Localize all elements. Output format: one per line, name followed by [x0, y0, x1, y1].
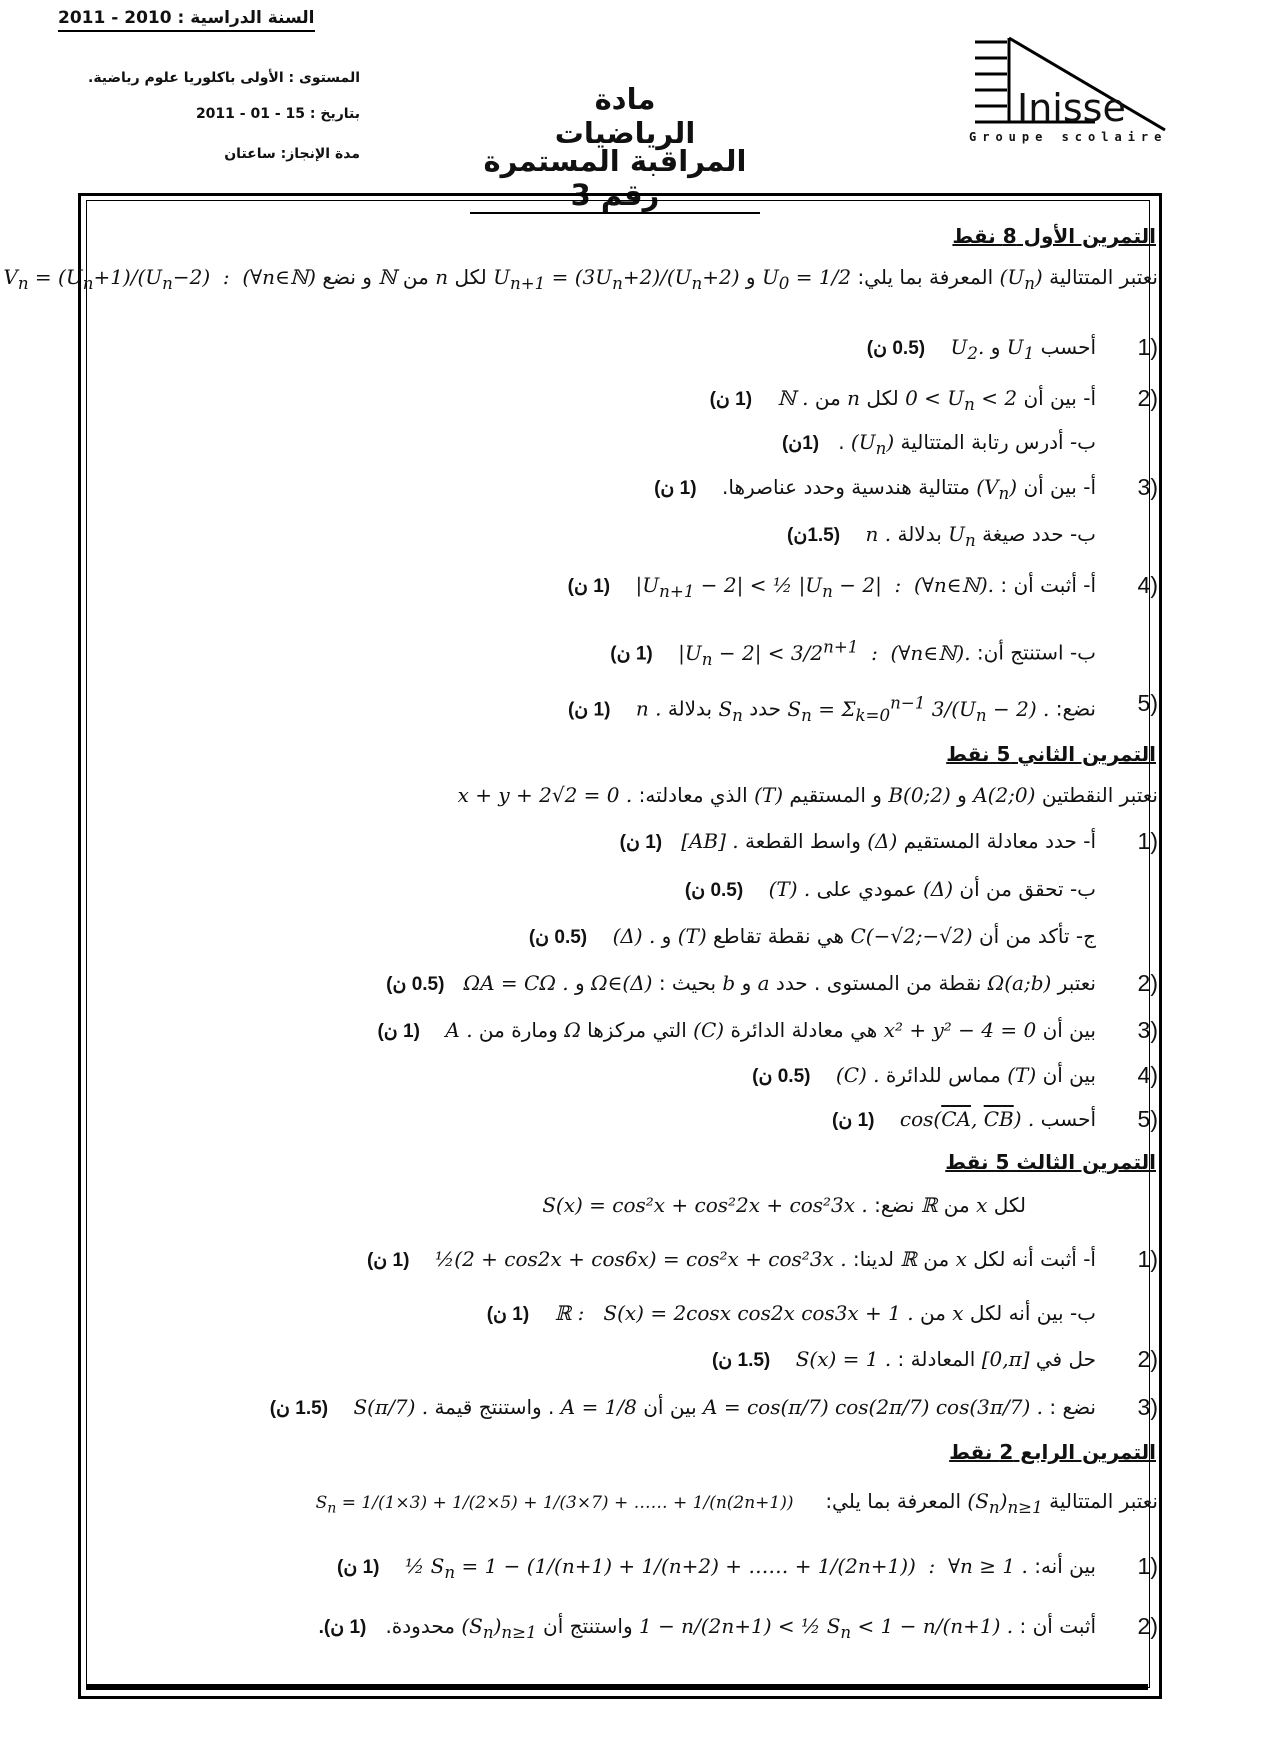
ex2-q2: نعتبر Ω(a;b) نقطة من المستوى . حدد a و b بحيث : Ω∈(Δ) و ΩA = CΩ . (0.5 ن) [386, 971, 1096, 995]
logo-name: Inisse [1017, 86, 1126, 130]
date-label: بتاريخ [320, 106, 360, 122]
ex2-q1c: ج- تأكد من أن C(−√2;−√2) هي نقطة تقاطع (T) و (Δ) . (0.5 ن) [528, 924, 1096, 948]
ex2-intro: نعتبر النقطتين A(2;0) و B(0;2) و المستقيم (T) الذي معادلته: x + y + 2√2 = 0 . [457, 783, 1158, 807]
ex3-intro: لكل x من ℝ نضع: S(x) = cos²x + cos²2x + cos²3x . [542, 1193, 1026, 1217]
ex3-num-2: 2) [1137, 1346, 1158, 1372]
ex3-q3: نضع : A = cos(π/7) cos(2π/7) cos(3π/7) . بين أن A = 1/8 . واستنتج قيمة S(π/7) . (1.5 ن) [269, 1395, 1096, 1419]
ex1-q5: نضع: $S_n = \Sigma_{k=0}^{n-1}$ $3/(U_n - 2)$ . حدد $S_n$ بدلالة n . (1 ن) [567, 693, 1096, 725]
ex2-q1a: أ- حدد معادلة المستقيم (Δ) واسط القطعة [AB] . (1 ن) [619, 829, 1096, 853]
exam-title: المراقبة المستمرة رقم 3 [470, 144, 760, 214]
ex4-title: التمرين الرابع 2 نقط [949, 1440, 1156, 1464]
ex2-q3: بين أن x² + y² − 4 = 0 هي معادلة الدائرة (C) التي مركزها Ω ومارة من A . (1 ن) [377, 1018, 1096, 1042]
ex1-q4a: أ- أثبت أن : $|U_{n+1} - 2|$ < ½ $|U_n - 2|$ : (∀n∈ℕ). (1 ن) [567, 573, 1096, 601]
ex4-q2: أثبت أن : 1 − n/(2n+1) < ½ $S_n < 1 - n/(n+1)$ . واستنتج أن $(S_n)_{n\ge 1}$ محدودة. (1 ن). [318, 1614, 1096, 1642]
ex1-title: التمرين الأول 8 نقط [952, 224, 1156, 248]
ex3-q1b: ب- بين أنه لكل x من ℝ : S(x) = 2cosx cos2x cos3x + 1 . (1 ن) [486, 1301, 1096, 1325]
ex4-num-1: 1) [1137, 1553, 1158, 1579]
ex4-q1: بين أنه: ½ $S_n = 1 - (1/(n+1) + 1/(n+2)$ + …… + 1/(2n+1)) : ∀n ≥ 1 . (1 ن) [337, 1554, 1096, 1582]
ex4-num-2: 2) [1137, 1613, 1158, 1639]
ex1-num-1: 1) [1137, 334, 1158, 360]
ex1-q2a: أ- بين أن $0 < U_n < 2$ لكل n من ℕ . (1 ن) [709, 386, 1096, 414]
level-line [80, 70, 360, 86]
ex2-q5: أحسب $\cos(\overline{CA}$, $\overline{CB}$) . (1 ن) [832, 1107, 1096, 1131]
school-logo [965, 30, 1180, 150]
duration: مدة الإنجاز: ساعتان [224, 146, 360, 162]
level-label: المستوى [298, 70, 360, 86]
ex3-q1a: أ- أثبت أنه لكل x من ℝ لدينا: ½(2 + cos2x + cos6x) = cos²x + cos²3x . (1 ن) [366, 1247, 1096, 1271]
date-line [150, 106, 360, 122]
level-value: : الأولى باكلوريا علوم رياضية. [88, 70, 295, 86]
ex2-num-1: 1) [1137, 828, 1158, 854]
subject-title: مادة الرياضيات [554, 82, 696, 150]
logo-subtitle: Groupe scolaire [969, 130, 1168, 144]
ex2-q4: بين أن (T) مماس للدائرة (C) . (0.5 ن) [752, 1063, 1096, 1087]
ex1-q1: أحسب $U_1$ و $U_2$. (0.5 ن) [866, 335, 1096, 363]
ex3-num-3: 3) [1137, 1394, 1158, 1420]
ex3-title: التمرين الثالث 5 نقط [945, 1150, 1156, 1174]
ex2-num-5: 5) [1137, 1106, 1158, 1132]
ex1-q4b: ب- استنتج أن: $|U_n - 2| < 3/2^{n+1}$ : (∀n∈ℕ). (1 ن) [610, 637, 1096, 669]
ex1-num-2: 2) [1137, 385, 1158, 411]
ex2-q1b: ب- تحقق من أن (Δ) عمودي على (T) . (0.5 ن) [684, 877, 1096, 901]
ex2-num-2: 2) [1137, 970, 1158, 996]
ex1-intro: نعتبر المتتالية $(U_n)$ المعرفة بما يلي: $U_0 = 1/2$ و $U_{n+1} = (3U_n+2)/(U_n+2)$ لكل n من ℕ و نضع $V_n = (U_n+1)/(U_n-2)$ : (∀n∈ℕ) [3, 265, 1158, 293]
ex1-num-4: 4) [1137, 572, 1158, 598]
ex3-num-1: 1) [1137, 1246, 1158, 1272]
ex2-title: التمرين الثاني 5 نقط [946, 742, 1156, 766]
ex1-num-5: 5) [1137, 690, 1158, 716]
ex1-q2b: ب- أدرس رتابة المتتالية $(U_n)$ . (1ن) [781, 430, 1096, 458]
school-year: السنة الدراسية : 2010 - 2011 [58, 8, 315, 32]
ex3-q2: حل في [0,π] المعادلة : S(x) = 1 . (1.5 ن) [711, 1347, 1096, 1371]
date-value: : 15 - 01 - 2011 [195, 106, 316, 122]
ex1-q3a: أ- بين أن $(V_n)$ متتالية هندسية وحدد عناصرها. (1 ن) [654, 475, 1096, 503]
ex4-intro: نعتبر المتتالية $(S_n)_{n\ge 1}$ المعرفة بما يلي: $S_n = 1/(1\times 3) + 1/(2\times 5) + 1/(3\times 7)$ + …… + 1/(n(2n+1)) [315, 1489, 1158, 1517]
bottom-rule [86, 1684, 1148, 1690]
ex1-q3b: ب- حدد صيغة $U_n$ بدلالة n . (1.5ن) [787, 522, 1096, 550]
ex2-num-4: 4) [1137, 1062, 1158, 1088]
ex2-num-3: 3) [1137, 1017, 1158, 1043]
ex1-num-3: 3) [1137, 474, 1158, 500]
